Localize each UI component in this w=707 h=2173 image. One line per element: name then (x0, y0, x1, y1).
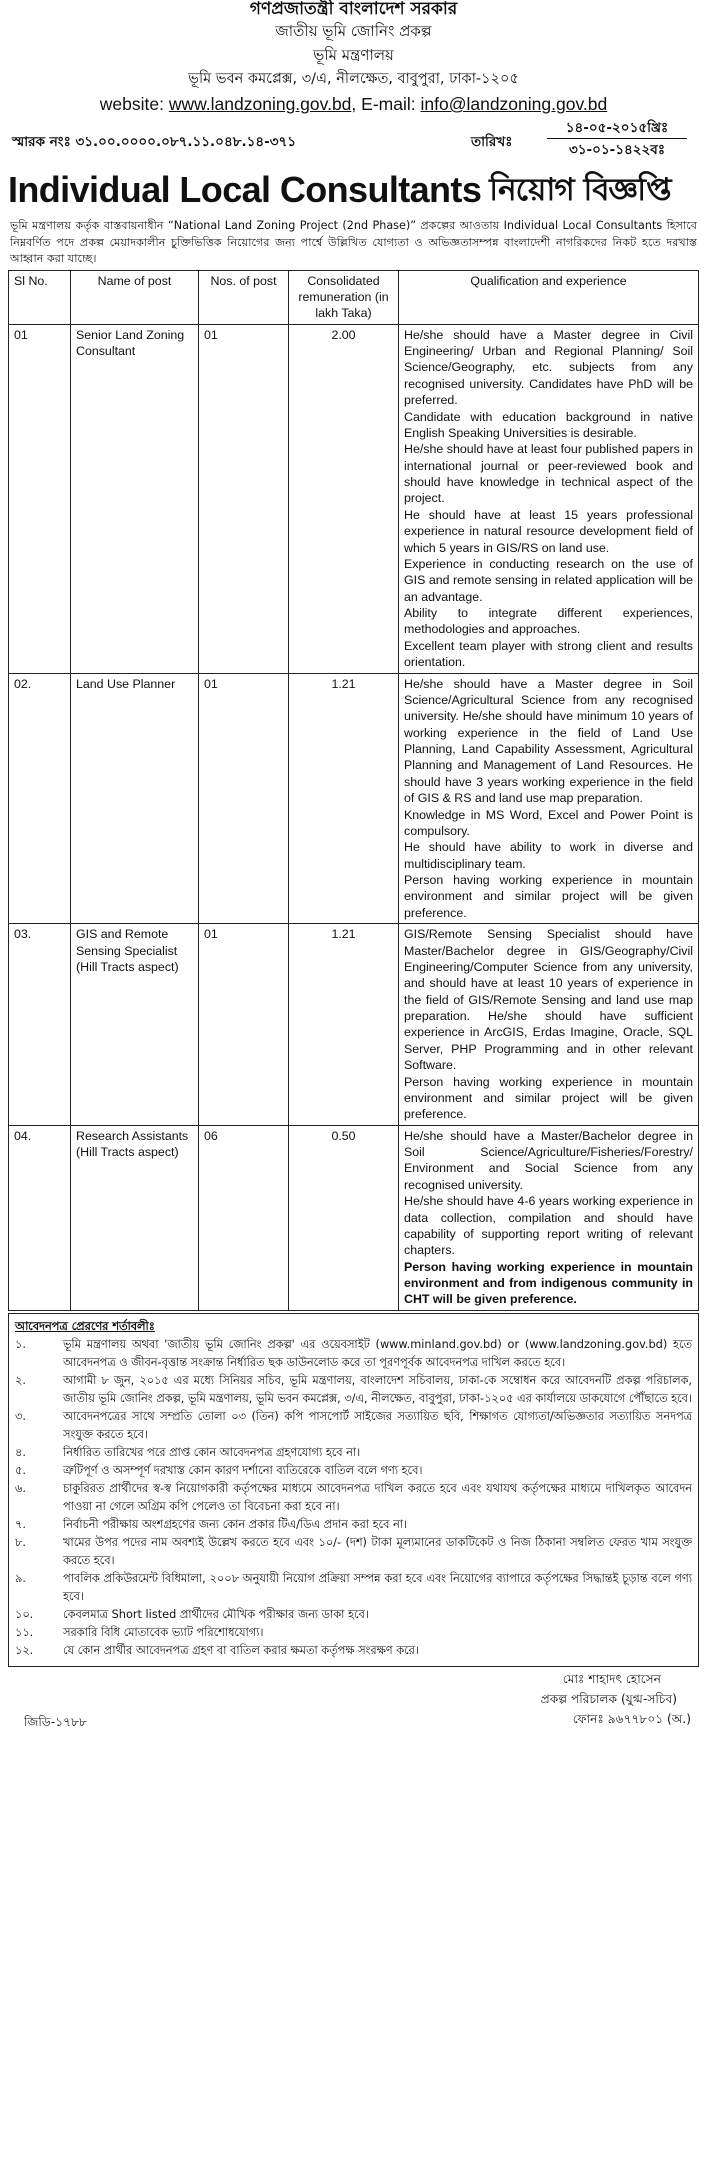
condition-item (15, 1606, 692, 1624)
condition-item (15, 1462, 692, 1480)
row-sl: 04. (9, 1125, 71, 1310)
page-title (8, 162, 699, 218)
table-row (9, 924, 699, 1126)
condition-text: আগামী ৮ জুন, ২০১৫ এর মধ্যে সিনিয়র সচিব, ভূমি মন্ত্রণালয়, বাংলাদেশ সচিবালয়, ঢাকা-কে সম্বোধন করে আবেদনটি প্রকল্প পরিচালক, জাতীয় ভূমি জোনিং প্রকল্প, ভূমি মন্ত্রণালয়, ভূমি ভবন কমপ্লেক্স, ৩/এ, নীলক্ষেত, বাবুপুরা, ঢাকা-১২০৫ এর কার্যালয়ে ডাকযোগে পৌঁছাতে হবে। (63, 1373, 692, 1405)
condition-item (15, 1336, 692, 1372)
signature-block (8, 1667, 699, 1729)
conditions-heading: আবেদনপত্র প্রেরণের শর্তাবলীঃ (15, 1319, 155, 1333)
condition-item (15, 1534, 692, 1570)
row-nos: 01 (199, 324, 289, 673)
row-sl: 02. (9, 673, 71, 924)
condition-item (15, 1642, 692, 1660)
table-row (9, 1125, 699, 1310)
condition-text: পাবলিক প্রকিউরমেন্ট বিধিমালা, ২০০৮ অনুযায়ী নিয়োগ প্রক্রিয়া সম্পন্ন করা হবে এবং নিয়োগের ব্যাপারে কর্তৃপক্ষের সিদ্ধান্তই চূড়ান্ত বলে গণ্য হবে। (63, 1571, 692, 1603)
condition-text: যে কোন প্রার্থীর আবেদনপত্র গ্রহণ বা বাতিল করার ক্ষমতা কর্তৃপক্ষ সংরক্ষণ করে। (63, 1643, 419, 1657)
condition-item (15, 1372, 692, 1408)
condition-text: চাকুরিরত প্রার্থীদের স্ব-স্ব নিয়োগকারী কর্তৃপক্ষের মাধ্যমে আবেদনপত্র দাখিল করতে হবে এবং যথাযথ কর্তৃপক্ষের মাধ্যমে দাখিলকৃত আবেদন পাওয়া না গেলে অগ্রিম কপি পেলেও তা বিবেচনা করা হবে না। (63, 1481, 692, 1513)
email-link[interactable]: info@landzoning.gov.bd (420, 94, 608, 114)
signatory-phone: ফোনঃ ৯৬৭৭৮০১ (অ.) (572, 1711, 691, 1726)
row-post-name: GIS and Remote Sensing Specialist (Hill Tracts aspect) (71, 924, 199, 1126)
row-qualification (399, 673, 699, 924)
row-nos: 01 (199, 673, 289, 924)
website-link[interactable]: www.landzoning.gov.bd (168, 94, 352, 114)
condition-number: ১১. (15, 1625, 34, 1639)
condition-number: ১. (15, 1337, 26, 1351)
qualification-text: GIS/Remote Sensing Specialist should have Master/Bachelor degree in GIS/Geography/Civil Engineering/Computer Science from any university, and should have at least 10 years of experience in the field of GIS/Remote Sensing and land use map preparation. He/she should have sufficient experience in ArcGIS, Erdas Imagine, Oracle, SQL Server, PHP Programming and in other relevant Software. (404, 927, 693, 1073)
qualification-text: Ability to integrate different experiences, methodologies and approaches. (404, 606, 693, 637)
condition-text: আবেদনপত্রের সাথে সম্প্রতি তোলা ০৩ (তিন) কপি পাসপোর্ট সাইজের সত্যায়িত ছবি, শিক্ষাগত যোগ্যতা/অভিজ্ঞতার সত্যায়িত সনদপত্র সংযুক্ত করতে হবে। (63, 1409, 692, 1441)
qualification-text: He/she should have a Master degree in Civil Engineering/ Urban and Regional Planning/ Soil Science/Geography, etc. subjects from any recognised university. Candidates have PhD will be preferred. (404, 327, 693, 408)
condition-item (15, 1570, 692, 1606)
condition-number: ১০. (15, 1607, 34, 1621)
row-post-name: Land Use Planner (71, 673, 199, 924)
row-sl: 01 (9, 324, 71, 673)
condition-item (15, 1516, 692, 1534)
condition-item (15, 1408, 692, 1444)
signatory-designation: প্রকল্প পরিচালক (যুগ্ম-সচিব) (540, 1691, 677, 1706)
office-address: ভূমি ভবন কমপ্লেক্স, ৩/এ, নীলক্ষেত, বাবুপুরা, ঢাকা-১২০৫ (188, 71, 519, 87)
posts-table (8, 270, 699, 1311)
project-name: জাতীয় ভূমি জোনিং প্রকল্প (275, 22, 432, 40)
row-remuneration: 0.50 (289, 1125, 399, 1310)
gd-number: জিডি-১৭৮৮ (24, 1714, 87, 1729)
qualification-text: He/she should have at least four published papers in international journal or peer-reviewed book and should have knowledge in technical aspect of the project. (404, 442, 693, 506)
row-qualification (399, 924, 699, 1126)
table-row (9, 673, 699, 924)
application-conditions (8, 1313, 699, 1667)
table-row (9, 324, 699, 673)
condition-text: নির্বাচনী পরীক্ষায় অংশগ্রহণের জন্য কোন প্রকার টিএ/ডিএ প্রদান করা হবে না। (63, 1517, 408, 1531)
row-remuneration: 2.00 (289, 324, 399, 673)
header-qualification: Qualification and experience (399, 270, 699, 324)
condition-text: কেবলমাত্র Short listed প্রার্থীদের মৌখিক পরীক্ষার জন্য ডাকা হবে। (63, 1607, 369, 1621)
row-post-name: Senior Land Zoning Consultant (71, 324, 199, 673)
condition-number: ৫. (15, 1463, 26, 1477)
row-remuneration: 1.21 (289, 924, 399, 1126)
row-sl: 03. (9, 924, 71, 1126)
condition-text: নির্ধারিত তারিখের পরে প্রাপ্ত কোন আবেদনপত্র গ্রহণযোগ্য হবে না। (63, 1445, 361, 1459)
header-name: Name of post (71, 270, 199, 324)
qualification-preference: Person having working experience in mountain environment and from indigenous community in CHT will be given preference. (404, 1259, 693, 1307)
qualification-text: Person having working experience in mountain environment and similar project will be given preference. (404, 1074, 693, 1122)
date-gregorian: ১৪-০৫-২০১৫খ্রিঃ (547, 120, 687, 139)
condition-number: ২. (15, 1373, 26, 1387)
condition-number: ৪. (15, 1445, 26, 1459)
qualification-text: Person having working experience in mountain environment and similar project will be given preference. (404, 873, 693, 920)
header-remuneration: Consolidated remuneration (in lakh Taka) (289, 270, 399, 324)
memo-number: স্মারক নংঃ ৩১.০০.০০০০.০৮৭.১১.০৪৮.১৪-৩৭১ (12, 134, 297, 150)
title-english: Individual Local Consultants (8, 169, 482, 211)
condition-text: খামের উপর পদের নাম অবশ্যই উল্লেখ করতে হবে এবং ১০/- (দশ) টাকা মূল্যমানের ডাকটিকেট ও নিজ ঠিকানা সম্বলিত ফেরত খাম সংযুক্ত করতে হবে। (63, 1535, 692, 1567)
condition-number: ৯. (15, 1571, 26, 1585)
email-label: , E-mail: (351, 94, 416, 114)
qualification-text: Candidate with education background in native English Speaking Universities is desirable. (404, 409, 693, 440)
qualification-text: Excellent team player with strong client and results orientation. (404, 638, 693, 670)
qualification-text: He/she should have 4-6 years working experience in data collection, compilation and should have capability of supporting report writing of relevant chapters. (404, 1194, 693, 1258)
date-bangla: ৩১-০১-১৪২২বঃ (568, 142, 666, 158)
condition-number: ৬. (15, 1481, 26, 1495)
row-nos: 01 (199, 924, 289, 1126)
govt-name: গণপ্রজাতন্ত্রী বাংলাদেশ সরকার (249, 0, 458, 19)
intro-paragraph: ভূমি মন্ত্রণালয় কর্তৃক বাস্তবায়নাধীন “National Land Zoning Project (2nd Phase)” প্রকল্পের আওতায় Individual Local Consultants হিসাবে নিম্নবর্ণিত পদে প্রকল্প মেয়াদকালীন চুক্তিভিত্তিক নিয়োগের জন্য পার্শ্বে উল্লিখিত যোগ্যতা ও অভিজ্ঞতাসম্পন্ন বাংলাদেশী নাগরিকদের নিকট হতে দরখাস্ত আহ্বান করা যাচ্ছে। (10, 219, 697, 265)
row-qualification (399, 324, 699, 673)
condition-number: ৭. (15, 1517, 26, 1531)
date-label: তারিখঃ (471, 134, 513, 150)
row-qualification (399, 1125, 699, 1310)
qualification-text: Knowledge in MS Word, Excel and Power Point is compulsory. (404, 807, 693, 838)
header-sl: Sl No. (9, 270, 71, 324)
condition-item (15, 1624, 692, 1642)
condition-text: ত্রুটিপূর্ণ ও অসম্পূর্ণ দরখাস্ত কোন কারণ দর্শানো ব্যতিরেকে বাতিল বলে গণ্য হবে। (63, 1463, 423, 1477)
qualification-text: Experience in conducting research on the use of GIS and remote sensing in related application will be an advantage. (404, 556, 693, 604)
qualification-text: He should have at least 15 years professional experience in natural resource development field of which 5 years in GIS/RS on land use. (404, 507, 693, 555)
table-header-row (9, 270, 699, 324)
condition-text: সরকারি বিধি মোতাবেক ভ্যাট পরিশোধযোগ্য। (63, 1625, 264, 1639)
condition-item (15, 1480, 692, 1516)
contact-line (8, 92, 699, 116)
website-label: website: (99, 94, 164, 114)
letterhead (8, 0, 699, 116)
row-nos: 06 (199, 1125, 289, 1310)
condition-number: ৩. (15, 1409, 26, 1423)
reference-row (8, 116, 699, 162)
row-remuneration: 1.21 (289, 673, 399, 924)
qualification-text: He should have ability to work in diverse and multidisciplinary team. (404, 840, 693, 871)
title-bangla: নিয়োগ বিজ্ঞপ্তি (489, 171, 671, 208)
condition-item (15, 1444, 692, 1462)
signatory-name: মোঃ শাহাদৎ হোসেন (562, 1671, 661, 1686)
condition-number: ৮. (15, 1535, 26, 1549)
header-nos: Nos. of post (199, 270, 289, 324)
qualification-text: He/she should have a Master degree in Soil Science/Agricultural Science from any recognised university. He/she should have minimum 10 years of working experience in the field of Land Use Planning, Land Capability Assessment, Agricultural Planning and Management of Land Resources. He should have 3 years working experience in the field of GIS & RS and land use map preparation. (404, 676, 693, 806)
row-post-name: Research Assistants (Hill Tracts aspect) (71, 1125, 199, 1310)
qualification-text: He/she should have a Master/Bachelor degree in Soil Science/Agriculture/Fisheries/Forestry/ Environment and Social Science from any recognised university. (404, 1128, 693, 1192)
condition-number: ১২. (15, 1643, 34, 1657)
condition-text: ভূমি মন্ত্রণালয় অথবা 'জাতীয় ভূমি জোনিং প্রকল্প' এর ওয়েবসাইট (www.minland.gov.bd) or (www.landzoning.gov.bd) হতে আবেদনপত্র ও জীবন-বৃত্তান্ত সংক্রান্ত নির্ধারিত ছক ডাউনলোড করে তা পূরণপূর্বক আবেদনপত্র দাখিল করতে হবে। (63, 1337, 692, 1369)
ministry-name: ভূমি মন্ত্রণালয় (313, 46, 394, 64)
